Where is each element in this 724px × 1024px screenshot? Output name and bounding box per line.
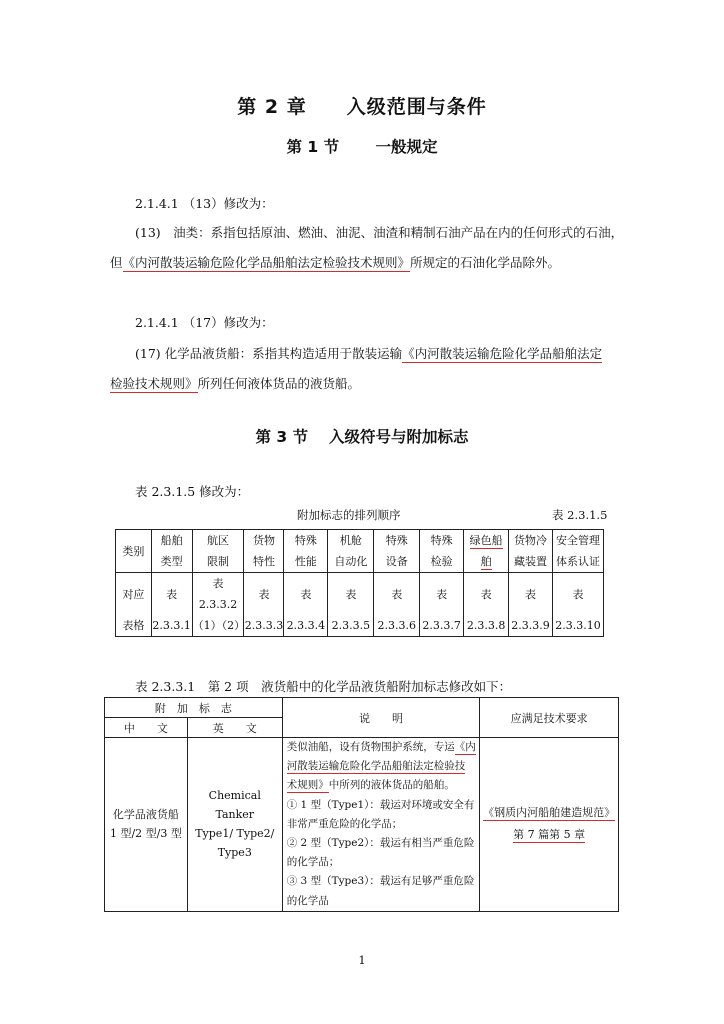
table1-cell: 表 2.3.3.2	[192, 573, 244, 616]
table1-cell: 特殊	[420, 530, 464, 552]
table1-cell: 货物	[244, 530, 284, 552]
table2-row	[105, 738, 619, 912]
table1-cell: 特殊	[374, 530, 420, 552]
desc-line-8: ③ 3 型（Type3）：载运有足够严重危险	[286, 875, 475, 888]
regulation-link-2a[interactable]: 《内河散装运输危险化学品船舶法定	[402, 346, 603, 361]
table1-cell: 2.3.3.4	[284, 615, 328, 637]
table2-intro: 表 2.3.3.1 第 2 项 液货船中的化学品液货船附加标志修改如下：	[135, 679, 512, 694]
para-label-13: 2.1.4.1 （13）修改为：	[135, 196, 274, 211]
table1-cell: 表	[244, 573, 284, 616]
table1-row-header-2	[116, 551, 604, 573]
green-ship-label-top: 绿色船	[469, 534, 503, 547]
table2-head-desc: 说 明	[282, 698, 480, 738]
table1-rowhead-ref: 表格	[116, 615, 152, 637]
regulation-link-3a[interactable]: 《内	[454, 741, 476, 753]
requirement-link-2[interactable]: 第 7 篇第 5 章	[513, 828, 586, 842]
table1-cell: 船舶	[151, 530, 192, 552]
chapter-title: 第 2 章 入级范围与条件	[237, 96, 487, 118]
green-ship-label-bottom: 舶	[480, 555, 492, 568]
table2-cn-cell	[105, 738, 188, 912]
table2-desc-cell	[282, 738, 480, 912]
regulation-link-1[interactable]: 《内河散装运输危险化学品船舶法定检验技术规则》	[122, 255, 411, 270]
table1-cell: 2.3.3.5	[328, 615, 374, 637]
regulation-link-3b[interactable]: 河散装运输危险化学品船舶法定检验技	[286, 760, 466, 773]
desc-line-6: ② 2 型（Type2）：载运有相当严重危险	[286, 837, 475, 850]
desc-text: 中所列的液体货品的船舶。	[328, 779, 455, 792]
table1-cell: 表	[553, 573, 604, 616]
desc-line-7: 的化学品；	[286, 856, 340, 869]
table1	[115, 529, 604, 637]
table1-cell: （1）（2）	[192, 615, 244, 637]
table1-cell: 机舱	[328, 530, 374, 552]
table1-cell: 表	[328, 573, 374, 616]
table1-cell: 2.3.3.8	[464, 615, 509, 637]
table2-cn-line: 化学品液货船	[112, 808, 179, 822]
table1-cell: 2.3.3.1	[151, 615, 192, 637]
para-13-post: 所规定的石油化学品除外。	[410, 255, 561, 270]
requirement-link-1[interactable]: 《钢质内河船舶建造规范》	[483, 806, 616, 820]
table2-head-en: 英 文	[187, 718, 282, 738]
table1-cell: 表	[151, 573, 192, 616]
table1-cell: 体系认证	[553, 551, 604, 573]
table2-en-line: Type3	[217, 846, 252, 860]
table1-cell: 设备	[374, 551, 420, 573]
table1-cell: 货物冷	[509, 530, 553, 552]
table1-cell: 藏装置	[509, 551, 553, 573]
table1-cell: 2.3.3.6	[374, 615, 420, 637]
para-17-pre: (17) 化学品液货船：系指其构造适用于散装运输	[135, 346, 403, 361]
table2-en-cell	[187, 738, 282, 912]
desc-line-5: 非常严重危险的化学品；	[286, 817, 403, 830]
table1-cell: 检验	[420, 551, 464, 573]
table1-row-header	[116, 530, 604, 552]
table1-cell: 表	[374, 573, 420, 616]
table1-row-ref-2	[116, 615, 604, 637]
table1-cell: 表	[509, 573, 553, 616]
table1-rowhead-ref: 对应	[116, 573, 152, 616]
desc-text: 类似油船，设有货物围护系统，专运	[286, 741, 455, 753]
table2-en-line: Type1/ Type2/	[195, 827, 275, 841]
para-17-line1	[135, 342, 602, 366]
table1-cell: 特殊	[284, 530, 328, 552]
para-17-post: 所列任何液体货品的液货船。	[197, 376, 361, 391]
table2-head-req: 应满足技术要求	[480, 698, 619, 738]
table1-cell: 表	[464, 573, 509, 616]
table1-row-ref	[116, 573, 604, 616]
desc-line-4: ① 1 型（Type1）：载运对环境或安全有	[286, 798, 475, 811]
table1-cell: 限制	[192, 551, 244, 573]
desc-line-9: 的化学品	[286, 894, 329, 907]
table1-cell: 2.3.3.9	[509, 615, 553, 637]
table1-cell: 表	[284, 573, 328, 616]
table2-head-cn: 中 文	[105, 718, 188, 738]
regulation-link-3c[interactable]: 术规则》	[286, 779, 329, 792]
table1-cell: 表	[420, 573, 464, 616]
para-13-line2	[110, 251, 560, 275]
table1-cell-green	[464, 530, 509, 552]
desc-line-2	[287, 757, 480, 776]
table1-cell-green	[464, 551, 509, 573]
table1-cell: 2.3.3.7	[420, 615, 464, 637]
para-17-line2	[110, 372, 360, 396]
desc-line-3	[287, 776, 480, 795]
para-13-pre: 但	[110, 255, 123, 270]
table1-cell: 航区	[192, 530, 244, 552]
table1-number: 表 2.3.1.5	[552, 508, 608, 522]
regulation-link-2b[interactable]: 检验技术规则》	[110, 376, 198, 391]
table2-cn-line: 1 型/2 型/3 型	[109, 827, 182, 841]
table2-head-1	[105, 698, 619, 718]
page-number: 1	[358, 953, 366, 967]
table1-cell: 安全管理	[553, 530, 604, 552]
table1-caption: 附加标志的排列顺序	[297, 508, 401, 522]
section1-title: 第 1 节 一般规定	[286, 138, 438, 156]
table2-req-cell	[480, 738, 619, 912]
table2-head-group: 附 加 标 志	[105, 698, 283, 718]
table1-cell: 特性	[244, 551, 284, 573]
table2-en-line: Chemical Tanker	[208, 789, 261, 822]
table1-cell: 2.3.3.10	[553, 615, 604, 637]
desc-line-1	[287, 738, 480, 757]
table1-cell: 2.3.3.3	[244, 615, 284, 637]
table2	[104, 697, 619, 912]
table1-intro: 表 2.3.1.5 修改为：	[135, 484, 250, 499]
table1-cell: 类型	[151, 551, 192, 573]
para-13-line1: (13) 油类：系指包括原油、燃油、油泥、油渣和精制石油产品在内的任何形式的石油，	[135, 225, 624, 240]
table1-rowhead-category: 类别	[116, 530, 152, 573]
table1-cell: 自动化	[328, 551, 374, 573]
para-label-17: 2.1.4.1 （17）修改为：	[135, 315, 274, 330]
section3-title: 第 3 节 入级符号与附加标志	[255, 428, 469, 446]
table1-cell: 性能	[284, 551, 328, 573]
